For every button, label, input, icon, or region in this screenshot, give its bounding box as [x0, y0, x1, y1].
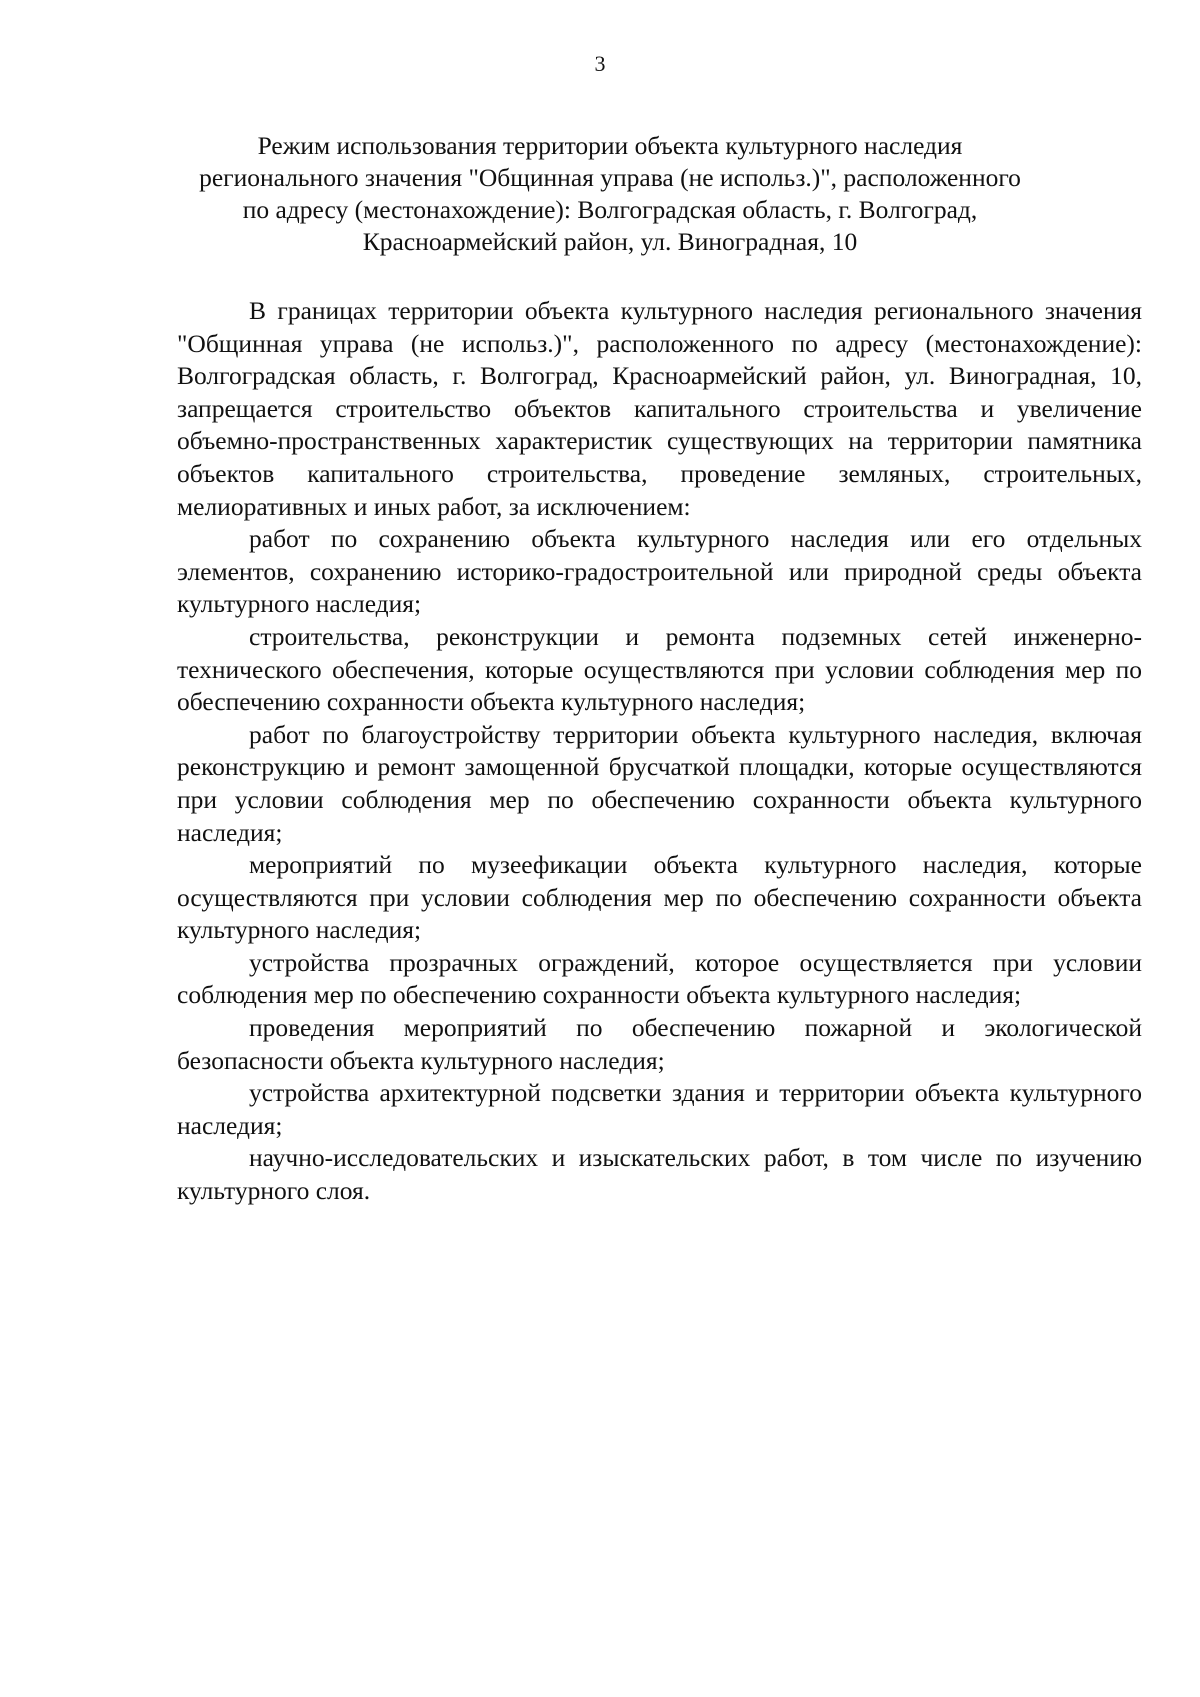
exception-item: строительства, реконструкции и ремонта подземных сетей инженерно-технического обеспечения, которые осуществляются при условии соблюдения мер по обеспечению сохранности объекта культурного наследия;	[177, 621, 1142, 717]
exception-item: устройства прозрачных ограждений, которое осуществляется при условии соблюдения мер по обеспечению сохранности объекта культурного наследия;	[177, 947, 1142, 1010]
exception-item: устройства архитектурной подсветки здания и территории объекта культурного наследия;	[177, 1078, 1142, 1140]
title-line: регионального значения "Общинная управа (не использ.)", расположенного	[199, 163, 1021, 192]
exception-item: работ по сохранению объекта культурного наследия или его отдельных элементов, сохранению историко-градостроительной или природной среды объекта культурного наследия;	[177, 524, 1142, 619]
exception-item: проведения мероприятий по обеспечению пожарной и экологической безопасности объекта культурного наследия;	[177, 1013, 1142, 1075]
title-line: Режим использования территории объекта культурного наследия	[257, 131, 963, 160]
intro-paragraph: В границах территории объекта культурного наследия регионального значения "Общинная управа (не использ.)", расположенного по адресу (местонахождение): Волгоградская область, г. Волгоград, Красноармейский район, ул. Виноградная, 10, запрещается строительство объектов капитального строительства и увеличение объемно-пространственных характеристик существующих на территории памятника объектов капитального строительства, проведение земляных, строительных, мелиоративных и иных работ, за исключением:	[177, 296, 1142, 521]
page-number: 3	[594, 51, 606, 76]
title-line: Красноармейский район, ул. Виноградная, 10	[362, 227, 858, 256]
exception-item: работ по благоустройству территории объекта культурного наследия, включая реконструкцию и ремонт замощенной брусчаткой площадки, которые осуществляются при условии соблюдения мер по обеспечению сохранности объекта культурного наследия;	[177, 719, 1142, 847]
document-body	[177, 295, 1142, 1208]
title-line: по адресу (местонахождение): Волгоградская область, г. Волгоград,	[242, 195, 978, 224]
document-title	[160, 130, 1060, 258]
exception-item: мероприятий по музеефикации объекта культурного наследия, которые осуществляются при условии соблюдения мер по обеспечению сохранности объекта культурного наследия;	[177, 850, 1142, 945]
exception-item: научно-исследовательских и изыскательских работ, в том числе по изучению культурного слоя.	[177, 1143, 1142, 1206]
